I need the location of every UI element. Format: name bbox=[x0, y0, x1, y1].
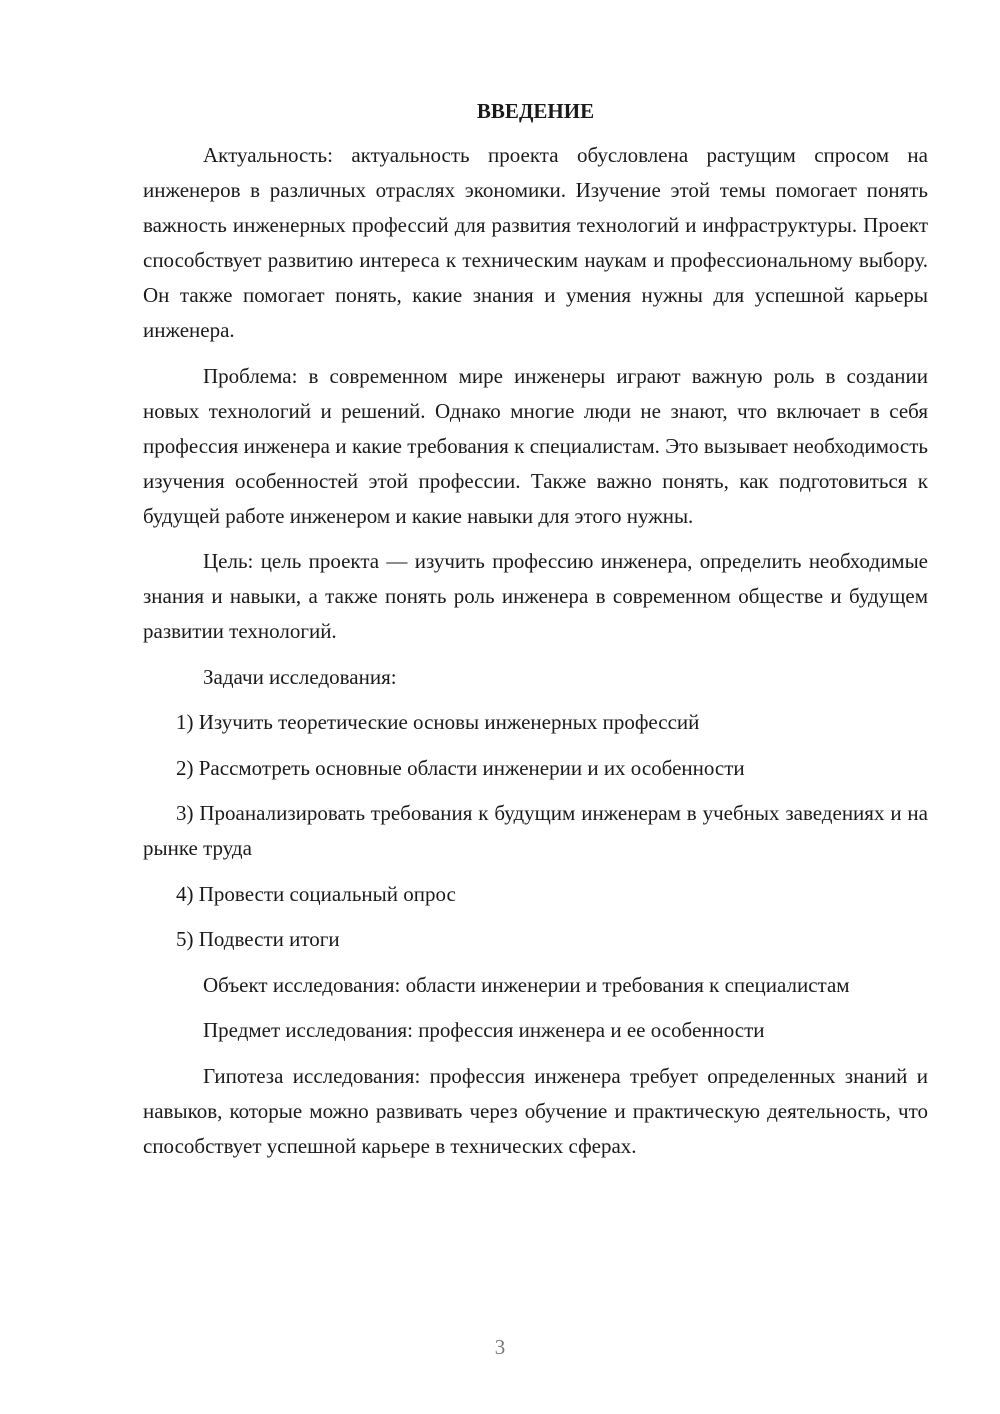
paragraph-relevance: Актуальность: актуальность проекта обусловлена растущим спросом на инженеров в различных отраслях экономики. Изучение этой темы помогает понять важность инженерных профессий для развития технологий и инфраструктуры. Проект способствует развитию интереса к техническим наукам и профессиональному выбору. Он также помогает понять, какие знания и умения нужны для успешной карьеры инженера. bbox=[143, 143, 928, 342]
page-title: ВВЕДЕНИЕ bbox=[476, 99, 595, 123]
paragraph-goal: Цель: цель проекта — изучить профессию инженера, определить необходимые знания и навыки, а также понять роль инженера в современном обществе и будущем развитии технологий. bbox=[143, 549, 928, 643]
task-item-3: 3) Проанализировать требования к будущим инженерам в учебных заведениях и на рынке труда bbox=[143, 801, 928, 860]
paragraph-tasks-heading: Задачи исследования: bbox=[203, 664, 397, 689]
page-content bbox=[143, 96, 928, 1174]
paragraph-subject: Предмет исследования: профессия инженера и ее особенности bbox=[203, 1018, 765, 1042]
task-item-4: 4) Провести социальный опрос bbox=[176, 881, 456, 906]
paragraph-object: Объект исследования: области инженерии и требования к специалистам bbox=[203, 972, 850, 997]
page-number: 3 bbox=[494, 1335, 506, 1359]
task-item-2: 2) Рассмотреть основные области инженерии и их особенности bbox=[176, 755, 745, 780]
task-item-1: 1) Изучить теоретические основы инженерных профессий bbox=[176, 710, 700, 734]
paragraph-hypothesis: Гипотеза исследования: профессия инженера требует определенных знаний и навыков, которые можно развивать через обучение и практическую деятельность, что способствует успешной карьере в технических сферах. bbox=[143, 1063, 928, 1158]
paragraph-problem: Проблема: в современном мире инженеры играют важную роль в создании новых технологий и решений. Однако многие люди не знают, что включает в себя профессия инженера и какие требования к специалистам. Это вызывает необходимость изучения особенностей этой профессии. Также важно понять, как подготовиться к будущей работе инженером и какие навыки для этого нужны. bbox=[143, 363, 928, 528]
task-item-5: 5) Подвести итоги bbox=[176, 927, 340, 951]
